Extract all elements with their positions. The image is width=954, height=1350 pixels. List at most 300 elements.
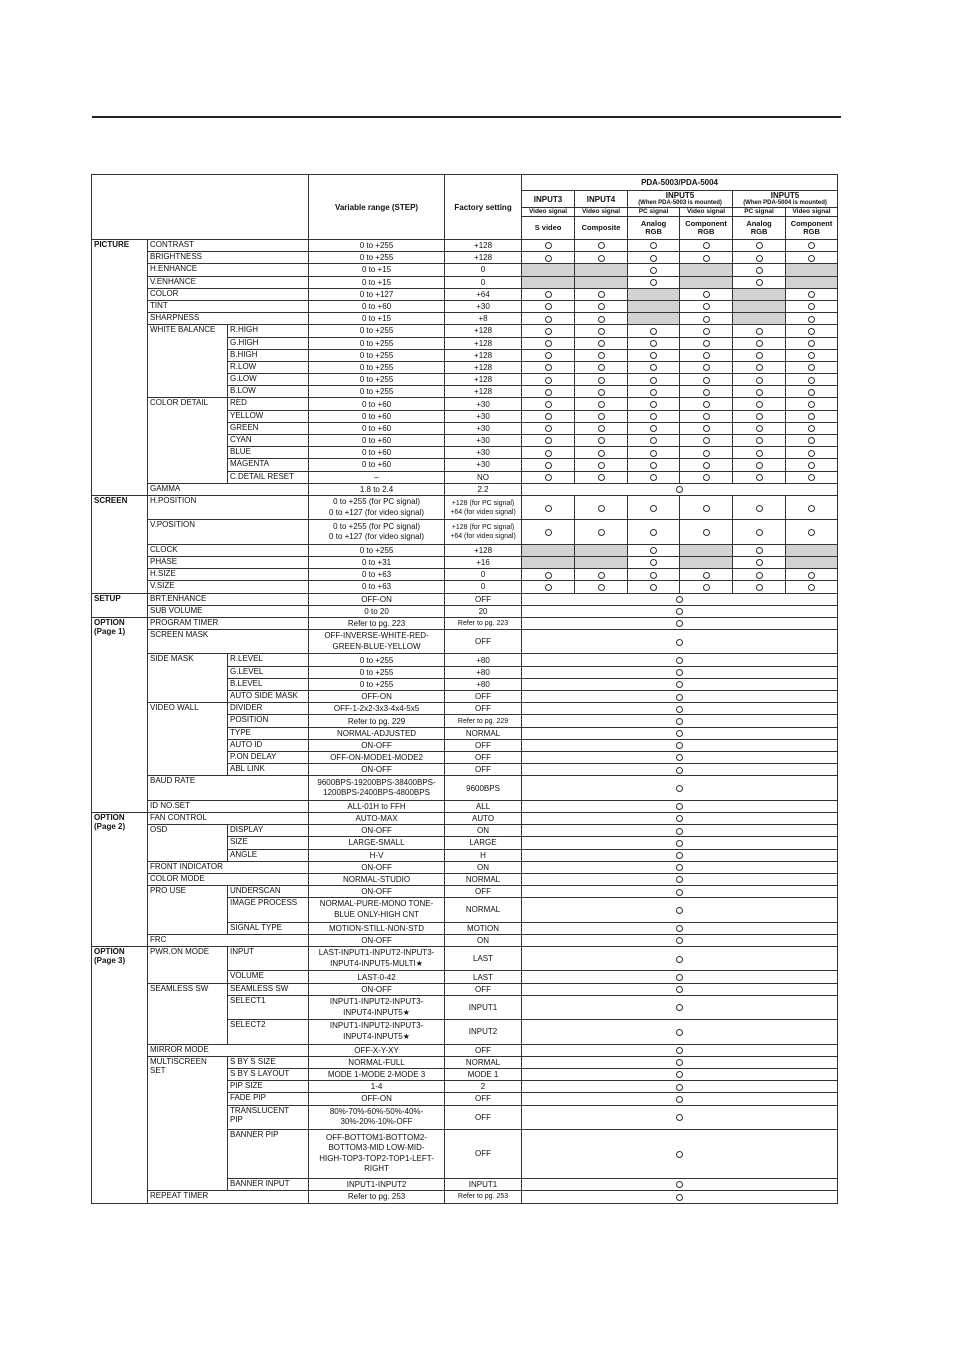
unavailable-cell: [680, 556, 733, 568]
factory-cell: 2: [445, 1081, 522, 1093]
item-name: PROGRAM TIMER: [148, 617, 309, 629]
support-cell: [628, 240, 680, 252]
support-cell: [733, 556, 786, 568]
range-cell: 0 to +255 (for PC signal) 0 to +127 (for video signal): [309, 495, 445, 519]
circle-icon: [703, 316, 710, 323]
range-cell: LARGE-SMALL: [309, 837, 445, 849]
sub-item-name: S BY S SIZE: [228, 1056, 309, 1068]
sub-item-name: DISPLAY: [228, 825, 309, 837]
table-row: [92, 544, 838, 556]
support-cell: [628, 264, 680, 276]
range-cell: LAST-0-42: [309, 971, 445, 983]
circle-icon: [703, 529, 710, 536]
sub-item-name: SEAMLESS SW: [228, 983, 309, 995]
support-cell: [733, 252, 786, 264]
range-cell: 0 to +255: [309, 374, 445, 386]
factory-cell: Refer to pg. 223: [445, 617, 522, 629]
support-cell: [733, 349, 786, 361]
sub-item-name: BANNER INPUT: [228, 1178, 309, 1190]
item-name: OSD: [148, 825, 228, 862]
support-cell: [628, 495, 680, 519]
circle-icon: [808, 474, 815, 481]
support-cell-all: [522, 947, 838, 971]
range-cell: 0 to +60: [309, 435, 445, 447]
circle-icon: [676, 669, 683, 676]
circle-icon: [545, 505, 552, 512]
circle-icon: [703, 328, 710, 335]
support-cell-all: [522, 666, 838, 678]
circle-icon: [808, 328, 815, 335]
circle-icon: [703, 389, 710, 396]
sub-item-name: G.LOW: [228, 374, 309, 386]
factory-cell: NORMAL: [445, 727, 522, 739]
factory-cell: +80: [445, 678, 522, 690]
support-cell: [733, 471, 786, 483]
table-row: [92, 581, 838, 593]
circle-icon: [756, 572, 763, 579]
circle-icon: [756, 401, 763, 408]
range-cell: ON-OFF: [309, 934, 445, 946]
support-cell-all: [522, 995, 838, 1019]
item-name: SHARPNESS: [148, 313, 309, 325]
range-cell: INPUT1-INPUT2: [309, 1178, 445, 1190]
circle-icon: [676, 1181, 683, 1188]
support-cell: [628, 276, 680, 288]
circle-icon: [676, 974, 683, 981]
support-cell: [680, 520, 733, 544]
sub-item-name: TYPE: [228, 727, 309, 739]
support-cell-all: [522, 1105, 838, 1129]
circle-icon: [598, 529, 605, 536]
item-name: SUB VOLUME: [148, 605, 309, 617]
item-name: PRO USE: [148, 886, 228, 935]
support-cell-all: [522, 630, 838, 654]
range-cell: OFF-BOTTOM1-BOTTOM2- BOTTOM3-MID LOW-MID- HIGH-TOP3-TOP2-TOP1-LEFT- RIGHT: [309, 1129, 445, 1178]
header-factory-setting: Factory setting: [445, 175, 522, 240]
support-cell: [680, 325, 733, 337]
circle-icon: [676, 828, 683, 835]
sub-item-name: G.LEVEL: [228, 666, 309, 678]
support-cell-all: [522, 873, 838, 885]
support-cell-all: [522, 593, 838, 605]
support-cell: [522, 386, 575, 398]
support-cell: [628, 569, 680, 581]
support-cell: [575, 361, 628, 373]
item-name: GAMMA: [148, 483, 309, 495]
table-row: [92, 325, 838, 337]
circle-icon: [676, 815, 683, 822]
item-name: WHITE BALANCE: [148, 325, 228, 398]
circle-icon: [676, 852, 683, 859]
support-cell: [680, 252, 733, 264]
item-name: FRC: [148, 934, 309, 946]
unavailable-cell: [628, 313, 680, 325]
range-cell: LAST-INPUT1-INPUT2-INPUT3- INPUT4-INPUT5-MULTI★: [309, 947, 445, 971]
factory-cell: LARGE: [445, 837, 522, 849]
item-name: COLOR: [148, 288, 309, 300]
circle-icon: [676, 639, 683, 646]
table-row: [92, 886, 838, 898]
range-cell: OFF-ON: [309, 691, 445, 703]
circle-icon: [545, 291, 552, 298]
circle-icon: [676, 925, 683, 932]
circle-icon: [676, 986, 683, 993]
table-row: [92, 483, 838, 495]
circle-icon: [650, 279, 657, 286]
support-cell: [628, 520, 680, 544]
circle-icon: [598, 437, 605, 444]
support-cell: [680, 240, 733, 252]
support-cell: [733, 569, 786, 581]
item-name: BRT.ENHANCE: [148, 593, 309, 605]
support-cell: [733, 337, 786, 349]
support-cell: [575, 325, 628, 337]
circle-icon: [650, 413, 657, 420]
support-cell: [522, 398, 575, 410]
header-input-2: [575, 191, 628, 208]
circle-icon: [756, 462, 763, 469]
support-cell: [522, 313, 575, 325]
sub-item-name: UNDERSCAN: [228, 886, 309, 898]
circle-icon: [756, 328, 763, 335]
table-row: [92, 617, 838, 629]
support-cell: [786, 252, 838, 264]
range-cell: OFF-ON-MODE1-MODE2: [309, 751, 445, 763]
support-cell: [628, 361, 680, 373]
support-cell-all: [522, 617, 838, 629]
item-name: MULTISCREEN SET: [148, 1056, 228, 1190]
factory-cell: NORMAL: [445, 873, 522, 885]
circle-icon: [676, 1071, 683, 1078]
support-cell: [786, 495, 838, 519]
circle-icon: [598, 328, 605, 335]
support-cell: [786, 288, 838, 300]
circle-icon: [650, 377, 657, 384]
circle-icon: [808, 401, 815, 408]
support-cell: [786, 459, 838, 471]
unavailable-cell: [628, 288, 680, 300]
unavailable-cell: [786, 556, 838, 568]
support-cell: [522, 374, 575, 386]
support-cell-all: [522, 849, 838, 861]
support-cell: [786, 410, 838, 422]
section-label: OPTION (Page 3): [92, 947, 148, 1204]
table-row: [92, 398, 838, 410]
sub-item-name: S BY S LAYOUT: [228, 1069, 309, 1081]
support-cell: [733, 374, 786, 386]
item-name: FAN CONTROL: [148, 812, 309, 824]
support-cell-all: [522, 727, 838, 739]
table-row: [92, 520, 838, 544]
support-cell: [786, 240, 838, 252]
support-cell: [680, 495, 733, 519]
circle-icon: [676, 785, 683, 792]
circle-icon: [545, 584, 552, 591]
circle-icon: [703, 474, 710, 481]
circle-icon: [756, 255, 763, 262]
support-cell: [575, 447, 628, 459]
support-cell: [733, 276, 786, 288]
circle-icon: [676, 1047, 683, 1054]
range-cell: 0 to +15: [309, 313, 445, 325]
circle-icon: [756, 529, 763, 536]
circle-icon: [650, 425, 657, 432]
circle-icon: [703, 462, 710, 469]
circle-icon: [676, 681, 683, 688]
factory-cell: 9600BPS: [445, 776, 522, 800]
factory-cell: +30: [445, 410, 522, 422]
sub-item-name: SIGNAL TYPE: [228, 922, 309, 934]
support-cell-all: [522, 691, 838, 703]
input-note: (When PDA-5004 is mounted): [743, 200, 827, 206]
support-cell: [575, 471, 628, 483]
factory-cell: +64: [445, 288, 522, 300]
sub-item-name: B.LEVEL: [228, 678, 309, 690]
circle-icon: [676, 1114, 683, 1121]
table-row: [92, 800, 838, 812]
factory-cell: +128: [445, 240, 522, 252]
circle-icon: [650, 437, 657, 444]
range-cell: –: [309, 471, 445, 483]
range-cell: OFF-1-2x2-3x3-4x4-5x5: [309, 703, 445, 715]
support-cell: [786, 422, 838, 434]
circle-icon: [545, 352, 552, 359]
support-cell: [575, 398, 628, 410]
item-name: V.SIZE: [148, 581, 309, 593]
circle-icon: [808, 450, 815, 457]
sub-item-name: P.ON DELAY: [228, 751, 309, 763]
unavailable-cell: [522, 276, 575, 288]
support-cell-all: [522, 825, 838, 837]
range-cell: 0 to +255 (for PC signal) 0 to +127 (for video signal): [309, 520, 445, 544]
item-name: SCREEN MASK: [148, 630, 309, 654]
support-cell: [628, 398, 680, 410]
unavailable-cell: [575, 544, 628, 556]
range-cell: Refer to pg. 229: [309, 715, 445, 727]
support-cell: [575, 422, 628, 434]
circle-icon: [676, 907, 683, 914]
item-name: SIDE MASK: [148, 654, 228, 703]
circle-icon: [676, 657, 683, 664]
factory-cell: +128: [445, 361, 522, 373]
factory-cell: OFF: [445, 593, 522, 605]
support-cell: [733, 581, 786, 593]
circle-icon: [598, 474, 605, 481]
factory-cell: INPUT1: [445, 1178, 522, 1190]
factory-cell: LAST: [445, 971, 522, 983]
support-cell: [733, 264, 786, 276]
circle-icon: [598, 450, 605, 457]
circle-icon: [650, 559, 657, 566]
unavailable-cell: [680, 544, 733, 556]
circle-icon: [703, 572, 710, 579]
header-input-3: [628, 191, 733, 208]
support-cell: [680, 313, 733, 325]
support-cell: [786, 520, 838, 544]
circle-icon: [650, 505, 657, 512]
sub-item-name: AUTO SIDE MASK: [228, 691, 309, 703]
support-cell: [680, 447, 733, 459]
factory-cell: +128: [445, 386, 522, 398]
support-cell-all: [522, 1069, 838, 1081]
table-row: [92, 495, 838, 519]
header-input-4: [733, 191, 838, 208]
table-row: [92, 276, 838, 288]
factory-cell: +80: [445, 666, 522, 678]
factory-cell: +128: [445, 349, 522, 361]
sub-item-name: DIVIDER: [228, 703, 309, 715]
input-note: (When PDA-5003 is mounted): [638, 200, 722, 206]
range-cell: INPUT1-INPUT2-INPUT3- INPUT4-INPUT5★: [309, 1020, 445, 1044]
range-cell: OFF-INVERSE-WHITE-RED- GREEN-BLUE-YELLOW: [309, 630, 445, 654]
circle-icon: [545, 572, 552, 579]
range-cell: Refer to pg. 223: [309, 617, 445, 629]
sub-item-name: INPUT: [228, 947, 309, 971]
circle-icon: [756, 450, 763, 457]
unavailable-cell: [733, 288, 786, 300]
header-signal-2: Video signal: [575, 208, 628, 217]
circle-icon: [756, 413, 763, 420]
circle-icon: [598, 401, 605, 408]
header-type-1: S video: [522, 217, 575, 240]
support-cell: [522, 422, 575, 434]
circle-icon: [650, 584, 657, 591]
unavailable-cell: [628, 300, 680, 312]
item-name: MIRROR MODE: [148, 1044, 309, 1056]
factory-cell: NORMAL: [445, 898, 522, 922]
sub-item-name: C.DETAIL RESET: [228, 471, 309, 483]
table-row: [92, 556, 838, 568]
circle-icon: [756, 352, 763, 359]
table-row: [92, 776, 838, 800]
circle-icon: [703, 242, 710, 249]
factory-cell: MODE 1: [445, 1069, 522, 1081]
table-row: [92, 240, 838, 252]
header-signal-4: Video signal: [680, 208, 733, 217]
factory-cell: OFF: [445, 764, 522, 776]
circle-icon: [676, 956, 683, 963]
support-cell: [522, 361, 575, 373]
support-cell-all: [522, 934, 838, 946]
circle-icon: [756, 242, 763, 249]
support-cell: [733, 520, 786, 544]
sub-item-name: MAGENTA: [228, 459, 309, 471]
table-row: [92, 252, 838, 264]
circle-icon: [545, 425, 552, 432]
support-cell-all: [522, 800, 838, 812]
support-cell-all: [522, 739, 838, 751]
circle-icon: [598, 413, 605, 420]
table-row: [92, 593, 838, 605]
circle-icon: [598, 425, 605, 432]
support-cell: [575, 569, 628, 581]
circle-icon: [650, 450, 657, 457]
table-row: [92, 569, 838, 581]
support-cell: [575, 374, 628, 386]
range-cell: 0 to +255: [309, 349, 445, 361]
range-cell: AUTO-MAX: [309, 812, 445, 824]
range-cell: 9600BPS-19200BPS-38400BPS- 1200BPS-2400BPS-4800BPS: [309, 776, 445, 800]
table-row: [92, 703, 838, 715]
table-row: [92, 654, 838, 666]
range-cell: Refer to pg. 253: [309, 1190, 445, 1203]
item-name: COLOR DETAIL: [148, 398, 228, 483]
support-cell-all: [522, 678, 838, 690]
circle-icon: [545, 242, 552, 249]
section-label: SCREEN: [92, 495, 148, 593]
sub-item-name: POSITION: [228, 715, 309, 727]
support-cell: [522, 569, 575, 581]
support-cell-all: [522, 1129, 838, 1178]
circle-icon: [545, 377, 552, 384]
item-name: H.ENHANCE: [148, 264, 309, 276]
table-row: [92, 288, 838, 300]
support-cell: [733, 361, 786, 373]
factory-cell: +30: [445, 422, 522, 434]
header-rule: [92, 116, 841, 118]
support-cell: [733, 435, 786, 447]
support-cell: [522, 300, 575, 312]
support-cell-all: [522, 861, 838, 873]
circle-icon: [756, 584, 763, 591]
circle-icon: [808, 255, 815, 262]
circle-icon: [808, 377, 815, 384]
circle-icon: [545, 389, 552, 396]
circle-icon: [703, 255, 710, 262]
sub-item-name: BANNER PIP: [228, 1129, 309, 1178]
factory-cell: +16: [445, 556, 522, 568]
support-cell-all: [522, 812, 838, 824]
sub-item-name: FADE PIP: [228, 1093, 309, 1105]
support-cell-all: [522, 837, 838, 849]
support-cell-all: [522, 751, 838, 763]
support-cell: [575, 386, 628, 398]
sub-item-name: BLUE: [228, 447, 309, 459]
factory-cell: +8: [445, 313, 522, 325]
circle-icon: [650, 529, 657, 536]
support-cell-all: [522, 483, 838, 495]
range-cell: NORMAL-FULL: [309, 1056, 445, 1068]
range-cell: MODE 1-MODE 2-MODE 3: [309, 1069, 445, 1081]
support-cell: [680, 410, 733, 422]
circle-icon: [676, 937, 683, 944]
support-cell: [628, 435, 680, 447]
circle-icon: [808, 340, 815, 347]
circle-icon: [676, 1059, 683, 1066]
circle-icon: [545, 255, 552, 262]
support-cell: [786, 569, 838, 581]
factory-cell: OFF: [445, 751, 522, 763]
circle-icon: [545, 413, 552, 420]
header-input-1: [522, 191, 575, 208]
table-row: [92, 861, 838, 873]
sub-item-name: B.LOW: [228, 386, 309, 398]
support-cell: [733, 422, 786, 434]
factory-cell: 2.2: [445, 483, 522, 495]
table-row: [92, 873, 838, 885]
circle-icon: [676, 889, 683, 896]
support-cell: [680, 435, 733, 447]
support-cell: [680, 471, 733, 483]
section-label: PICTURE: [92, 240, 148, 496]
factory-cell: OFF: [445, 739, 522, 751]
circle-icon: [808, 425, 815, 432]
factory-cell: ON: [445, 861, 522, 873]
range-cell: NORMAL-ADJUSTED: [309, 727, 445, 739]
circle-icon: [650, 389, 657, 396]
circle-icon: [676, 840, 683, 847]
circle-icon: [703, 377, 710, 384]
